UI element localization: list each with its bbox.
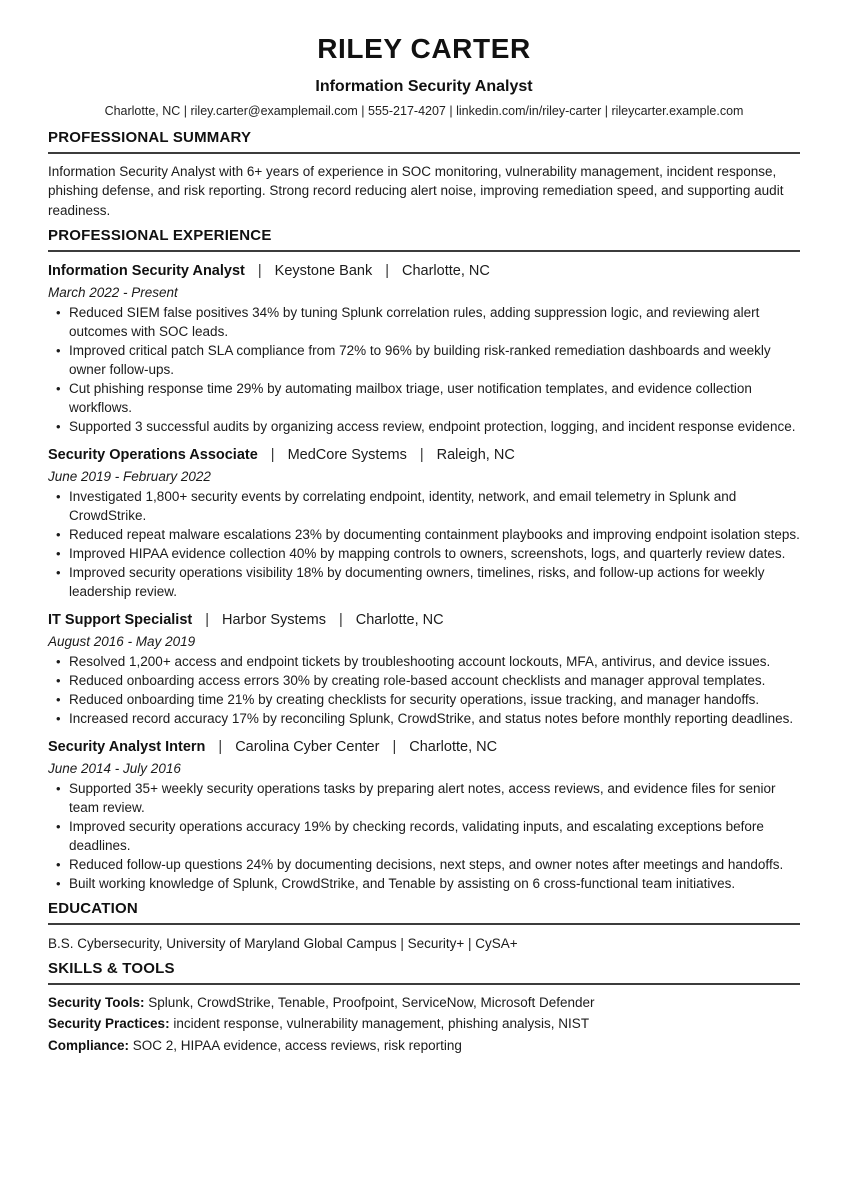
skills-heading: SKILLS & TOOLS [48,960,800,985]
pipe-separator: | [338,612,343,629]
education-heading: EDUCATION [48,900,800,925]
section-professional-summary [48,129,800,220]
job-location: Charlotte, NC [409,739,498,756]
skill-values: incident response, vulnerability management, phishing analysis, NIST [173,1016,590,1032]
section-education [48,900,800,953]
job-header [48,610,800,631]
job-entry-keystone-bank [48,261,800,436]
pipe-separator: | [392,739,397,756]
contact-line: Charlotte, NC | riley.carter@examplemail.com | 555-217-4207 | linkedin.com/in/riley-carter | rileycarter.example.com [104,103,744,118]
candidate-name: RILEY CARTER [317,33,531,64]
job-entry-carolina-cyber-center [48,737,800,893]
job-bullet-list [48,487,800,601]
experience-bullet: • Reduced follow-up questions 24% by documenting decisions, next steps, and owner notes after meetings and handoffs. [56,855,800,874]
job-entry-harbor-systems [48,610,800,728]
experience-bullet: • Reduced repeat malware escalations 23% by documenting containment playbooks and improving endpoint isolation steps. [56,525,800,544]
experience-bullet: • Increased record accuracy 17% by reconciling Splunk, CrowdStrike, and status notes before monthly reporting deadlines. [56,709,800,728]
skill-line-security-tools [48,992,800,1014]
pipe-separator: | [270,447,275,464]
job-company: Carolina Cyber Center [235,739,380,756]
experience-bullet: • Supported 35+ weekly security operations tasks by preparing alert notes, access reviews, and evidence files for senior team review. [56,779,800,817]
section-professional-experience [48,227,800,893]
skill-line-compliance [48,1035,800,1057]
experience-heading: PROFESSIONAL EXPERIENCE [48,227,800,252]
job-entry-medcore-systems [48,445,800,601]
job-company: MedCore Systems [287,447,407,464]
experience-bullet: • Investigated 1,800+ security events by correlating endpoint, identity, network, and email telemetry in Splunk and CrowdStrike. [56,487,800,525]
job-company: Harbor Systems [222,612,326,629]
section-skills-tools [48,960,800,1056]
skill-label: Security Tools: [48,994,145,1010]
skill-label: Compliance: [48,1037,130,1053]
job-dates: June 2019 - February 2022 [48,469,211,485]
pipe-separator: | [385,263,389,280]
job-location: Charlotte, NC [401,263,490,280]
summary-text: Information Security Analyst with 6+ years of experience in SOC monitoring, vulnerability management, incident response, phishing defense, and risk reporting. Strong record reducing alert noise, improving remediation speed, and supporting audit readiness. [48,163,784,218]
job-location: Raleigh, NC [436,447,515,464]
skill-label: Security Practices: [48,1016,170,1032]
experience-bullet: • Reduced SIEM false positives 34% by tuning Splunk correlation rules, adding suppression logic, and reviewing alert outcomes with SOC leads. [56,303,800,341]
experience-bullet: • Improved security operations accuracy 19% by checking records, validating inputs, and escalating exceptions before deadlines. [56,817,800,855]
job-title: IT Support Specialist [48,612,193,629]
experience-bullet: • Improved security operations visibility 18% by documenting owners, timelines, risks, and follow-up actions for weekly leadership review. [56,563,800,601]
pipe-separator: | [218,739,223,756]
skill-values: SOC 2, HIPAA evidence, access reviews, risk reporting [132,1037,462,1053]
job-header [48,737,800,758]
skill-line-security-practices [48,1013,800,1035]
job-dates: August 2016 - May 2019 [48,634,196,650]
job-header [48,261,800,282]
job-title: Security Operations Associate [48,447,258,464]
experience-bullet: • Improved HIPAA evidence collection 40% by mapping controls to owners, screenshots, logs, and quarterly review dates. [56,544,800,563]
experience-bullet: • Cut phishing response time 29% by automating mailbox triage, user notification templates, and evidence collection workflows. [56,379,800,417]
job-bullet-list [48,652,800,728]
job-company: Keystone Bank [274,263,373,280]
experience-bullet: • Reduced onboarding time 21% by creating checklists for security operations, issue tracking, and manager handoffs. [56,690,800,709]
job-dates: June 2014 - July 2016 [48,761,181,777]
experience-bullet: • Resolved 1,200+ access and endpoint tickets by troubleshooting account lockouts, MFA, antivirus, and device issues. [56,652,800,671]
experience-bullet: • Supported 3 successful audits by organizing access review, endpoint protection, logging, and incident response evidence. [56,417,800,436]
experience-bullet: • Reduced onboarding access errors 30% by creating role-based account checklists and manager approval templates. [56,671,800,690]
experience-bullet: • Built working knowledge of Splunk, CrowdStrike, and Tenable by assisting on 6 cross-functional team initiatives. [56,874,800,893]
summary-heading: PROFESSIONAL SUMMARY [48,129,800,154]
pipe-separator: | [257,263,262,280]
experience-bullet: • Improved critical patch SLA compliance from 72% to 96% by building risk-ranked remediation dashboards and weekly owner follow-ups. [56,341,800,379]
skill-values: Splunk, CrowdStrike, Tenable, Proofpoint, ServiceNow, Microsoft Defender [148,994,595,1010]
job-header [48,445,800,466]
education-text: B.S. Cybersecurity, University of Maryland Global Campus | Security+ | CySA+ [48,935,518,951]
resume-header [48,34,800,119]
job-title: Information Security Analyst [48,263,245,280]
candidate-title: Information Security Analyst [315,77,533,95]
skills-list [48,992,800,1057]
job-bullet-list [48,779,800,893]
job-location: Charlotte, NC [355,612,444,629]
job-dates: March 2022 - Present [48,285,178,301]
job-bullet-list [48,303,800,436]
pipe-separator: | [419,447,424,464]
pipe-separator: | [205,612,209,629]
job-title: Security Analyst Intern [48,739,206,756]
